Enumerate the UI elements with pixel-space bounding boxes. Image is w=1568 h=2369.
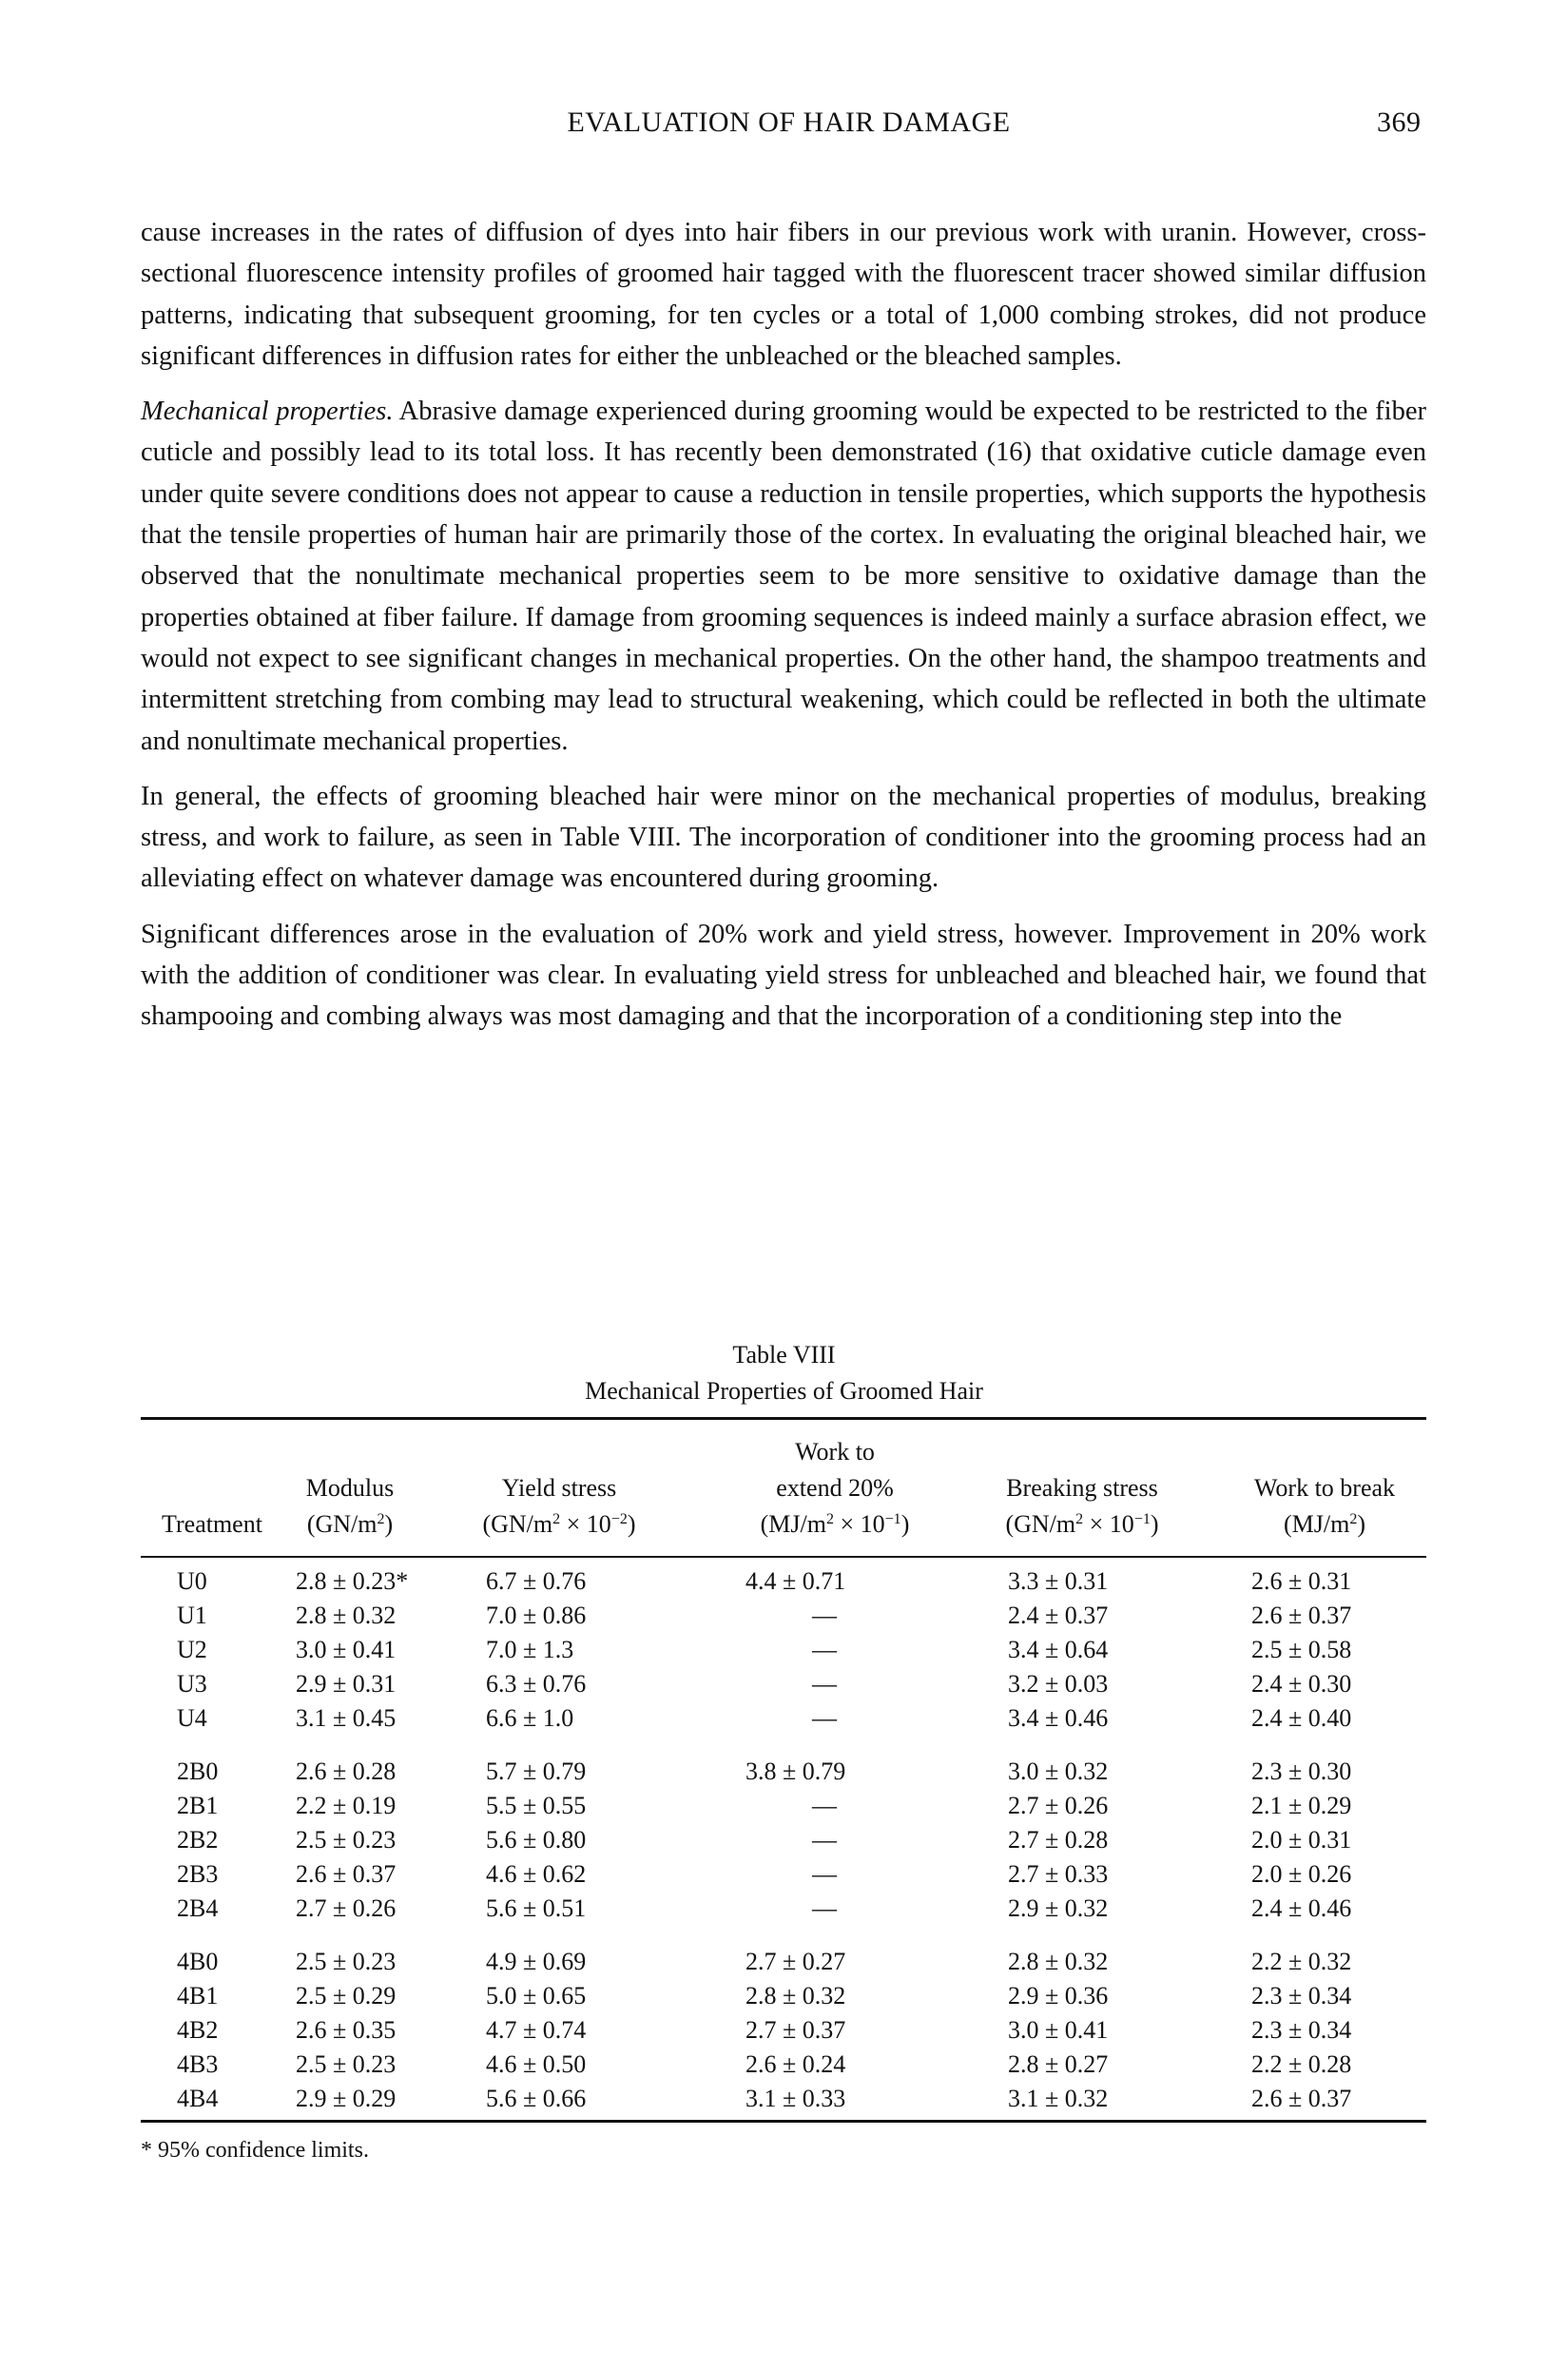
cell-breaking-stress: 2.7 ± 0.26: [1008, 1792, 1109, 1819]
cell-treatment: 2B2: [177, 1826, 219, 1854]
cell-work-to-extend: 2.7 ± 0.27: [745, 1948, 846, 1975]
cell-yield-stress: 5.0 ± 0.65: [486, 1982, 587, 2010]
table-row: [141, 1755, 1426, 1789]
header-breaking-stress: [958, 1470, 1206, 1543]
table-header-rule: [141, 1556, 1426, 1558]
table-body: [141, 1564, 1426, 2116]
cell-treatment: 2B1: [177, 1792, 219, 1819]
cell-treatment: U0: [177, 1567, 207, 1595]
table-bottom-rule: [141, 2120, 1426, 2123]
cell-breaking-stress: 2.9 ± 0.36: [1008, 1982, 1109, 2010]
cell-breaking-stress: 2.8 ± 0.32: [1008, 1948, 1109, 1975]
header-work-to-extend: [711, 1434, 958, 1543]
cell-work-to-break: 2.6 ± 0.37: [1251, 2085, 1352, 2112]
cell-yield-stress: 5.7 ± 0.79: [486, 1757, 587, 1785]
cell-yield-stress: 7.0 ± 0.86: [486, 1602, 587, 1629]
cell-work-to-break: 2.3 ± 0.34: [1251, 1982, 1352, 2010]
cell-breaking-stress: 3.0 ± 0.41: [1008, 2016, 1109, 2044]
table-footnote: * 95% confidence limits.: [141, 2138, 369, 2163]
cell-work-to-extend: —: [812, 1860, 837, 1888]
header-line: extend 20%: [776, 1474, 894, 1502]
cell-yield-stress: 4.9 ± 0.69: [486, 1948, 587, 1975]
cell-work-to-break: 2.1 ± 0.29: [1251, 1792, 1352, 1819]
cell-modulus: 2.6 ± 0.35: [296, 2016, 397, 2044]
header-line: $(MJ/m^2)$: [1283, 1510, 1365, 1538]
body-text: [141, 212, 1426, 1052]
table-row: [141, 1857, 1426, 1892]
cell-yield-stress: 5.6 ± 0.80: [486, 1826, 587, 1854]
cell-breaking-stress: 3.0 ± 0.32: [1008, 1757, 1109, 1785]
cell-yield-stress: 6.7 ± 0.76: [486, 1567, 587, 1595]
cell-work-to-extend: —: [812, 1826, 837, 1854]
paragraph: cause increases in the rates of diffusion of dyes into hair fibers in our previous work with uranin. However, cross-sectional fluorescence intensity profiles of groomed hair tagged with the fluorescent tracer showed similar diffusion patterns, indicating that subsequent grooming, for ten cycles or a total of 1,000 combing strokes, did not produce significant differences in diffusion rates for either the unbleached or the bleached samples.: [141, 218, 1426, 371]
cell-work-to-extend: 2.6 ± 0.24: [745, 2050, 846, 2078]
cell-work-to-extend: 3.8 ± 0.79: [745, 1757, 846, 1785]
cell-work-to-extend: 2.8 ± 0.32: [745, 1982, 846, 2010]
cell-breaking-stress: 3.4 ± 0.46: [1008, 1704, 1109, 1732]
cell-work-to-extend: —: [812, 1636, 837, 1663]
cell-breaking-stress: 3.1 ± 0.32: [1008, 2085, 1109, 2112]
header-line: $(GN/m^2 \times 10^{-1})$: [1005, 1510, 1159, 1538]
paragraph: In general, the effects of grooming bleached hair were minor on the mechanical properties of modulus, breaking stress, and work to failure, as seen in Table VIII. The incorporation of conditioner into the grooming process had an alleviating effect on whatever damage was encountered during grooming.: [141, 781, 1426, 894]
cell-treatment: 2B4: [177, 1894, 219, 1922]
cell-work-to-break: 2.0 ± 0.31: [1251, 1826, 1352, 1854]
header-line: $(GN/m^2)$: [306, 1510, 394, 1538]
cell-treatment: 4B2: [177, 2016, 219, 2044]
header-line: $(GN/m^2 \times 10^{-2})$: [482, 1510, 636, 1538]
table-row: [141, 1789, 1426, 1823]
table-header: [141, 1434, 1426, 1553]
header-line: Work to break: [1253, 1474, 1396, 1502]
cell-work-to-extend: 3.1 ± 0.33: [745, 2085, 846, 2112]
header-treatment: [141, 1506, 283, 1543]
header-line: Yield stress: [501, 1474, 617, 1502]
header-work-to-break: [1215, 1470, 1434, 1543]
header-line: $(MJ/m^2 \times 10^{-1})$: [760, 1510, 910, 1538]
cell-work-to-break: 2.4 ± 0.40: [1251, 1704, 1352, 1732]
cell-yield-stress: 6.6 ± 1.0: [486, 1704, 574, 1732]
table-row: [141, 1892, 1426, 1926]
cell-yield-stress: 7.0 ± 1.3: [486, 1636, 574, 1663]
running-head: [0, 107, 1568, 154]
cell-modulus: 2.5 ± 0.23: [296, 1948, 397, 1975]
cell-work-to-extend: —: [812, 1704, 837, 1732]
cell-modulus: 2.9 ± 0.31: [296, 1670, 397, 1698]
cell-work-to-extend: —: [812, 1602, 837, 1629]
cell-treatment: U2: [177, 1636, 207, 1663]
table-row: [141, 2013, 1426, 2048]
header-line: Treatment: [162, 1510, 262, 1538]
cell-work-to-extend: 4.4 ± 0.71: [745, 1567, 846, 1595]
running-head-title: EVALUATION OF HAIR DAMAGE: [567, 107, 1011, 138]
cell-work-to-break: 2.5 ± 0.58: [1251, 1636, 1352, 1663]
cell-modulus: 2.6 ± 0.28: [296, 1757, 397, 1785]
table-row: [141, 1823, 1426, 1857]
table-row: [141, 1701, 1426, 1736]
cell-treatment: 4B4: [177, 2085, 219, 2112]
cell-treatment: 4B1: [177, 1982, 219, 2010]
cell-modulus: 2.8 ± 0.23*: [296, 1567, 409, 1595]
header-yield-stress: [436, 1470, 683, 1543]
cell-yield-stress: 5.6 ± 0.51: [486, 1894, 587, 1922]
cell-modulus: 2.9 ± 0.29: [296, 2085, 397, 2112]
cell-work-to-break: 2.2 ± 0.28: [1251, 2050, 1352, 2078]
cell-treatment: U1: [177, 1602, 207, 1629]
cell-work-to-break: 2.3 ± 0.34: [1251, 2016, 1352, 2044]
cell-work-to-break: 2.4 ± 0.46: [1251, 1894, 1352, 1922]
cell-treatment: 2B0: [177, 1757, 219, 1785]
cell-modulus: 2.8 ± 0.32: [296, 1602, 397, 1629]
cell-work-to-break: 2.6 ± 0.31: [1251, 1567, 1352, 1595]
cell-yield-stress: 5.6 ± 0.66: [486, 2085, 587, 2112]
cell-work-to-break: 2.3 ± 0.30: [1251, 1757, 1352, 1785]
table-row: [141, 1599, 1426, 1633]
cell-treatment: 4B3: [177, 2050, 219, 2078]
cell-breaking-stress: 2.7 ± 0.28: [1008, 1826, 1109, 1854]
cell-yield-stress: 4.7 ± 0.74: [486, 2016, 587, 2044]
cell-breaking-stress: 3.4 ± 0.64: [1008, 1636, 1109, 1663]
cell-modulus: 2.2 ± 0.19: [296, 1792, 397, 1819]
cell-work-to-break: 2.2 ± 0.32: [1251, 1948, 1352, 1975]
cell-treatment: 2B3: [177, 1860, 219, 1888]
table-title: Mechanical Properties of Groomed Hair: [585, 1377, 983, 1405]
cell-breaking-stress: 2.9 ± 0.32: [1008, 1894, 1109, 1922]
cell-treatment: U3: [177, 1670, 207, 1698]
page-number: 369: [1377, 107, 1422, 138]
cell-modulus: 2.5 ± 0.23: [296, 1826, 397, 1854]
table-row: [141, 2048, 1426, 2082]
section-heading: Mechanical properties.: [141, 397, 394, 427]
cell-modulus: 3.1 ± 0.45: [296, 1704, 397, 1732]
paragraph: Significant differences arose in the evaluation of 20% work and yield stress, however. Improvement in 20% work with the addition of conditioner was clear. In evaluating yield stress for unbleached and bleached hair, we found that shampooing and combing always was most damaging and that the incorporation of a conditioning step into the: [141, 919, 1426, 1032]
cell-breaking-stress: 2.8 ± 0.27: [1008, 2050, 1109, 2078]
table-row: [141, 1979, 1426, 2013]
cell-modulus: 2.5 ± 0.23: [296, 2050, 397, 2078]
cell-breaking-stress: 3.3 ± 0.31: [1008, 1567, 1109, 1595]
cell-breaking-stress: 2.4 ± 0.37: [1008, 1602, 1109, 1629]
cell-work-to-extend: 2.7 ± 0.37: [745, 2016, 846, 2044]
header-line: Breaking stress: [1006, 1474, 1158, 1502]
cell-modulus: 2.5 ± 0.29: [296, 1982, 397, 2010]
cell-work-to-break: 2.0 ± 0.26: [1251, 1860, 1352, 1888]
cell-treatment: U4: [177, 1704, 207, 1732]
cell-modulus: 2.6 ± 0.37: [296, 1860, 397, 1888]
cell-treatment: 4B0: [177, 1948, 219, 1975]
cell-breaking-stress: 2.7 ± 0.33: [1008, 1860, 1109, 1888]
table-top-rule: [141, 1417, 1426, 1420]
cell-yield-stress: 6.3 ± 0.76: [486, 1670, 587, 1698]
cell-modulus: 2.7 ± 0.26: [296, 1894, 397, 1922]
cell-breaking-stress: 3.2 ± 0.03: [1008, 1670, 1109, 1698]
table-number: Table VIII: [732, 1341, 836, 1369]
header-modulus: [264, 1470, 436, 1543]
header-line: Work to: [795, 1438, 875, 1466]
table-row: [141, 1667, 1426, 1701]
cell-work-to-break: 2.4 ± 0.30: [1251, 1670, 1352, 1698]
header-line: Modulus: [305, 1474, 395, 1502]
cell-yield-stress: 4.6 ± 0.62: [486, 1860, 587, 1888]
cell-yield-stress: 4.6 ± 0.50: [486, 2050, 587, 2078]
table-row: [141, 1633, 1426, 1667]
cell-work-to-extend: —: [812, 1792, 837, 1819]
table-row: [141, 2082, 1426, 2116]
paragraph-mechanical-properties: Mechanical properties. Abrasive damage experienced during grooming would be expected to be restricted to the fiber cuticle and possibly lead to its total loss. It has recently been demonstrated (16) that oxidative cuticle damage even under quite severe conditions does not appear to cause a reduction in tensile properties, which supports the hypothesis that the tensile properties of human hair are primarily those of the cortex. In evaluating the original bleached hair, we observed that the nonultimate mechanical properties seem to be more sensitive to oxidative damage than the properties obtained at fiber failure. If damage from grooming sequences is indeed mainly a surface abrasion effect, we would not expect to see significant changes in mechanical properties. On the other hand, the shampoo treatments and intermittent stretching from combing may lead to structural weakening, which could be reflected in both the ultimate and nonultimate mechanical properties.: [141, 397, 1426, 756]
table-row: [141, 1945, 1426, 1979]
cell-work-to-extend: —: [812, 1894, 837, 1922]
cell-yield-stress: 5.5 ± 0.55: [486, 1792, 587, 1819]
cell-work-to-break: 2.6 ± 0.37: [1251, 1602, 1352, 1629]
table-row: [141, 1564, 1426, 1599]
cell-modulus: 3.0 ± 0.41: [296, 1636, 397, 1663]
cell-work-to-extend: —: [812, 1670, 837, 1698]
